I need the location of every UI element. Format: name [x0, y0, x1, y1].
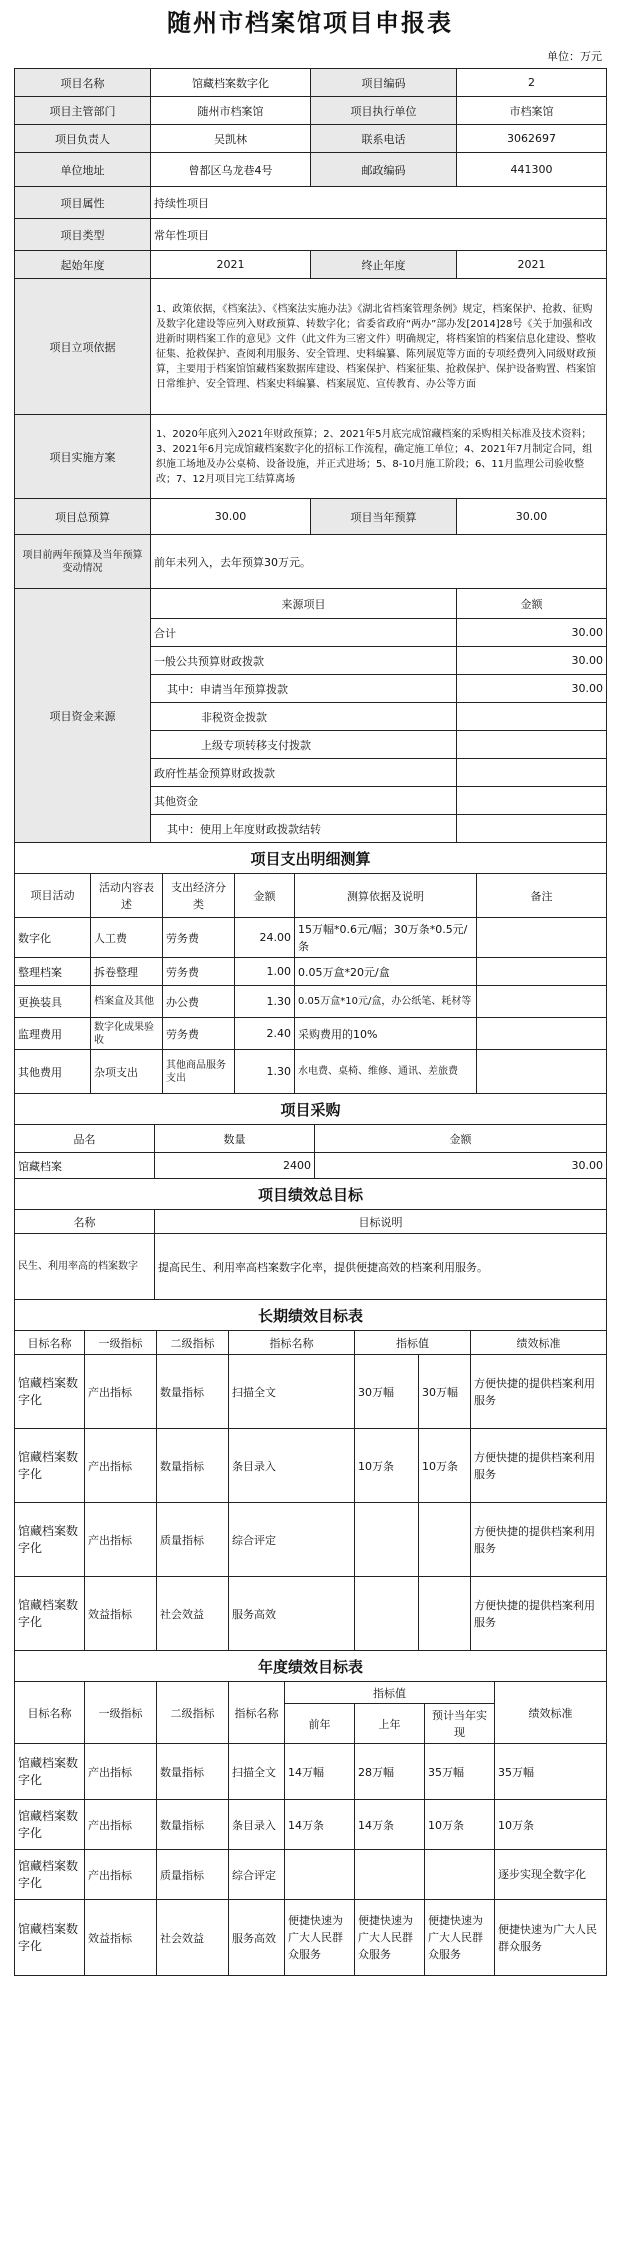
longterm-row [15, 1577, 607, 1651]
annual-header: 一级指标 [85, 1682, 157, 1744]
postcode-value: 441300 [457, 153, 607, 187]
expense-activity: 监理费用 [15, 1018, 91, 1050]
expense-basis: 0.05万盒*10元/盒，办公纸笔、耗材等 [295, 986, 477, 1018]
expense-table [14, 842, 607, 1094]
procurement-header: 金额 [315, 1125, 607, 1153]
annual-row [15, 1800, 607, 1850]
annual-value [285, 1850, 355, 1900]
annual-row [15, 1850, 607, 1900]
page-title: 随州市档案馆项目申报表 [167, 8, 453, 37]
goal-head-name: 名称 [15, 1210, 155, 1234]
annual-standard: 逐步实现全数字化 [495, 1850, 607, 1900]
fund-row-name: 其他资金 [151, 787, 457, 815]
longterm-header: 指标名称 [229, 1331, 355, 1355]
expense-category: 劳务费 [163, 1018, 235, 1050]
expense-basis: 15万幅*0.6元/幅；30万条*0.5元/条 [295, 918, 477, 958]
longterm-header: 绩效标准 [471, 1331, 607, 1355]
report-page [14, 0, 606, 1976]
year-budget-value: 30.00 [457, 499, 607, 535]
expense-row [15, 1050, 607, 1094]
longterm-indicator: 综合评定 [229, 1503, 355, 1577]
expense-header: 金额 [235, 874, 295, 918]
dept-value: 随州市档案馆 [151, 97, 311, 125]
longterm-value [419, 1503, 471, 1577]
type-value: 常年性项目 [151, 219, 607, 251]
longterm-value: 10万条 [419, 1429, 471, 1503]
annual-l1: 产出指标 [85, 1744, 157, 1800]
longterm-name: 馆藏档案数字化 [15, 1355, 85, 1429]
expense-content: 档案盒及其他 [91, 986, 163, 1018]
expense-note [477, 958, 607, 986]
expense-header: 支出经济分类 [163, 874, 235, 918]
annual-l1: 产出指标 [85, 1800, 157, 1850]
annual-name: 馆藏档案数字化 [15, 1800, 85, 1850]
annual-l2: 社会效益 [157, 1900, 229, 1976]
fund-head-amount: 金额 [457, 589, 607, 619]
annual-value: 14万条 [355, 1800, 425, 1850]
annual-header: 二级指标 [157, 1682, 229, 1744]
start-year-label: 起始年度 [15, 251, 151, 279]
longterm-row [15, 1503, 607, 1577]
fund-row-amount [457, 703, 607, 731]
longterm-name: 馆藏档案数字化 [15, 1577, 85, 1651]
fund-row-name: 其中：申请当年预算拨款 [151, 675, 457, 703]
longterm-value [419, 1577, 471, 1651]
expense-activity: 数字化 [15, 918, 91, 958]
annual-standard: 10万条 [495, 1800, 607, 1850]
goal-name: 民生、利用率高的档案数字 [15, 1234, 155, 1300]
longterm-l1: 产出指标 [85, 1503, 157, 1577]
plan-label: 项目实施方案 [15, 415, 151, 499]
dept-label: 项目主管部门 [15, 97, 151, 125]
attribute-label: 项目属性 [15, 187, 151, 219]
expense-content: 数字化成果验收 [91, 1018, 163, 1050]
fund-row-amount: 30.00 [457, 647, 607, 675]
fund-source-table [14, 588, 607, 843]
longterm-l1: 产出指标 [85, 1355, 157, 1429]
longterm-value: 30万幅 [419, 1355, 471, 1429]
annual-value: 14万条 [285, 1800, 355, 1850]
longterm-value: 10万条 [355, 1429, 419, 1503]
expense-activity: 整理档案 [15, 958, 91, 986]
annual-value: 35万幅 [425, 1744, 495, 1800]
goal-desc: 提高民生、利用率高档案数字化率，提供便捷高效的档案利用服务。 [155, 1234, 607, 1300]
expense-amount: 1.30 [235, 986, 295, 1018]
attribute-value: 持续性项目 [151, 187, 607, 219]
longterm-l2: 社会效益 [157, 1577, 229, 1651]
exec-unit-label: 项目执行单位 [311, 97, 457, 125]
overall-goal-table [14, 1178, 607, 1300]
prev-budget-label: 项目前两年预算及当年预算变动情况 [15, 535, 151, 589]
fund-row-name: 合计 [151, 619, 457, 647]
phone-label: 联系电话 [311, 125, 457, 153]
leader-value: 吴凯林 [151, 125, 311, 153]
annual-value: 10万条 [425, 1800, 495, 1850]
postcode-label: 邮政编码 [311, 153, 457, 187]
phone-value: 3062697 [457, 125, 607, 153]
expense-activity: 其他费用 [15, 1050, 91, 1094]
expense-content: 杂项支出 [91, 1050, 163, 1094]
year-budget-label: 项目当年预算 [311, 499, 457, 535]
fund-row-amount [457, 731, 607, 759]
prev-budget-value: 前年未列入，去年预算30万元。 [151, 535, 607, 589]
longterm-l2: 数量指标 [157, 1355, 229, 1429]
procurement-item: 馆藏档案 [15, 1153, 155, 1179]
annual-indicator: 综合评定 [229, 1850, 285, 1900]
longterm-standard: 方便快捷的提供档案利用服务 [471, 1355, 607, 1429]
expense-note [477, 1050, 607, 1094]
annual-subheader: 上年 [355, 1704, 425, 1744]
annual-l2: 数量指标 [157, 1744, 229, 1800]
annual-name: 馆藏档案数字化 [15, 1744, 85, 1800]
address-label: 单位地址 [15, 153, 151, 187]
expense-content: 拆卷整理 [91, 958, 163, 986]
expense-category: 劳务费 [163, 918, 235, 958]
annual-value: 便捷快速为广大人民群众服务 [425, 1900, 495, 1976]
plan-value: 1、2020年底列入2021年财政预算；2、2021年5月底完成馆藏档案的采购相关标准及技术资料；3、2021年6月完成馆藏档案数字化的招标工作流程，确定施工单位；4、2021年7月制定合同，组织施工场地及办公桌椅、设备设施，并正式进场；5、8-10月施工阶段；6、11月监理公司验收整改；7、12月项目完工结算离场 [151, 415, 607, 499]
annual-name: 馆藏档案数字化 [15, 1900, 85, 1976]
expense-basis: 0.05万盒*20元/盒 [295, 958, 477, 986]
fund-row-name: 政府性基金预算财政拨款 [151, 759, 457, 787]
annual-value: 便捷快速为广大人民群众服务 [355, 1900, 425, 1976]
longterm-standard: 方便快捷的提供档案利用服务 [471, 1577, 607, 1651]
annual-value: 便捷快速为广大人民群众服务 [285, 1900, 355, 1976]
expense-title: 项目支出明细测算 [15, 843, 607, 874]
total-budget-label: 项目总预算 [15, 499, 151, 535]
annual-header: 目标名称 [15, 1682, 85, 1744]
fund-row-amount [457, 787, 607, 815]
annual-standard: 便捷快速为广大人民群众服务 [495, 1900, 607, 1976]
fund-row-name: 上级专项转移支付拨款 [151, 731, 457, 759]
fund-row-name: 非税资金拨款 [151, 703, 457, 731]
expense-note [477, 986, 607, 1018]
annual-l1: 效益指标 [85, 1900, 157, 1976]
longterm-value [355, 1503, 419, 1577]
annual-title: 年度绩效目标表 [15, 1651, 607, 1682]
expense-category: 办公费 [163, 986, 235, 1018]
annual-standard: 35万幅 [495, 1744, 607, 1800]
annual-row [15, 1744, 607, 1800]
expense-amount: 24.00 [235, 918, 295, 958]
expense-row [15, 1018, 607, 1050]
fund-row-amount [457, 815, 607, 843]
expense-category: 劳务费 [163, 958, 235, 986]
longterm-name: 馆藏档案数字化 [15, 1429, 85, 1503]
longterm-value [355, 1577, 419, 1651]
annual-subheader: 预计当年实现 [425, 1704, 495, 1744]
annual-value: 28万幅 [355, 1744, 425, 1800]
annual-indicator: 服务高效 [229, 1900, 285, 1976]
longterm-row [15, 1429, 607, 1503]
fund-head-source: 来源项目 [151, 589, 457, 619]
annual-name: 馆藏档案数字化 [15, 1850, 85, 1900]
fund-row-name: 一般公共预算财政拨款 [151, 647, 457, 675]
fund-row-name: 其中：使用上年度财政拨款结转 [151, 815, 457, 843]
longterm-header: 二级指标 [157, 1331, 229, 1355]
annual-header: 指标值 [285, 1682, 495, 1704]
expense-category: 其他商品服务支出 [163, 1050, 235, 1094]
expense-row [15, 958, 607, 986]
exec-unit-value: 市档案馆 [457, 97, 607, 125]
longterm-standard: 方便快捷的提供档案利用服务 [471, 1503, 607, 1577]
annual-header: 指标名称 [229, 1682, 285, 1744]
leader-label: 项目负责人 [15, 125, 151, 153]
longterm-title: 长期绩效目标表 [15, 1300, 607, 1331]
procurement-row [15, 1153, 607, 1179]
annual-row [15, 1900, 607, 1976]
expense-basis: 水电费、桌椅、维修、通讯、差旅费 [295, 1050, 477, 1094]
annual-goal-table [14, 1650, 607, 1976]
project-name-value: 馆藏档案数字化 [151, 69, 311, 97]
end-year-value: 2021 [457, 251, 607, 279]
expense-amount: 1.30 [235, 1050, 295, 1094]
expense-note [477, 918, 607, 958]
procurement-header: 品名 [15, 1125, 155, 1153]
goal-head-desc: 目标说明 [155, 1210, 607, 1234]
expense-amount: 1.00 [235, 958, 295, 986]
annual-indicator: 条目录入 [229, 1800, 285, 1850]
fund-row-amount: 30.00 [457, 619, 607, 647]
longterm-header: 目标名称 [15, 1331, 85, 1355]
longterm-goal-table [14, 1299, 607, 1651]
basis-value: 1、政策依据，《档案法》、《档案法实施办法》《湖北省档案管理条例》规定，档案保护、抢救、征购及数字化建设等应列入财政预算、转数字化；省委省政府“两办”部办发[2014]28号《关于加强和改进新时期档案工作的意见》文件（此文件为三密文件）明确规定，将档案馆的档案信息化建设、整收征集、抢救保护、查阅利用服务、安全管理、史料编纂、陈列展览等方面的专项经费列入同级财政预算，主要用于档案馆馆藏档案数据库建设、档案保护、档案征集、抢救保护、保护设备购置、档案馆日常维护、安全管理、档案史料编纂、档案展览、宣传教育、办公等方面 [151, 279, 607, 415]
expense-row [15, 986, 607, 1018]
longterm-l2: 数量指标 [157, 1429, 229, 1503]
procurement-header: 数量 [155, 1125, 315, 1153]
longterm-name: 馆藏档案数字化 [15, 1503, 85, 1577]
procurement-title: 项目采购 [15, 1094, 607, 1125]
longterm-header: 指标值 [355, 1331, 471, 1355]
longterm-value: 30万幅 [355, 1355, 419, 1429]
expense-content: 人工费 [91, 918, 163, 958]
annual-l2: 质量指标 [157, 1850, 229, 1900]
address-value: 曾都区乌龙巷4号 [151, 153, 311, 187]
fund-source-label: 项目资金来源 [15, 589, 151, 843]
expense-header: 项目活动 [15, 874, 91, 918]
project-code-value: 2 [457, 69, 607, 97]
annual-header: 绩效标准 [495, 1682, 607, 1744]
total-budget-value: 30.00 [151, 499, 311, 535]
annual-subheader: 前年 [285, 1704, 355, 1744]
procurement-qty: 2400 [155, 1153, 315, 1179]
longterm-standard: 方便快捷的提供档案利用服务 [471, 1429, 607, 1503]
unit-label: 单位：万元 [547, 50, 602, 63]
annual-value [425, 1850, 495, 1900]
expense-header: 活动内容表述 [91, 874, 163, 918]
procurement-table [14, 1093, 607, 1179]
end-year-label: 终止年度 [311, 251, 457, 279]
project-code-label: 项目编码 [311, 69, 457, 97]
expense-header: 备注 [477, 874, 607, 918]
annual-l2: 数量指标 [157, 1800, 229, 1850]
annual-l1: 产出指标 [85, 1850, 157, 1900]
basis-label: 项目立项依据 [15, 279, 151, 415]
longterm-l2: 质量指标 [157, 1503, 229, 1577]
type-label: 项目类型 [15, 219, 151, 251]
expense-amount: 2.40 [235, 1018, 295, 1050]
start-year-value: 2021 [151, 251, 311, 279]
annual-value: 14万幅 [285, 1744, 355, 1800]
fund-row-amount [457, 759, 607, 787]
expense-header: 测算依据及说明 [295, 874, 477, 918]
annual-value [355, 1850, 425, 1900]
expense-basis: 采购费用的10% [295, 1018, 477, 1050]
procurement-amount: 30.00 [315, 1153, 607, 1179]
longterm-row [15, 1355, 607, 1429]
longterm-indicator: 条目录入 [229, 1429, 355, 1503]
longterm-l1: 效益指标 [85, 1577, 157, 1651]
longterm-l1: 产出指标 [85, 1429, 157, 1503]
expense-activity: 更换装具 [15, 986, 91, 1018]
longterm-indicator: 服务高效 [229, 1577, 355, 1651]
fund-row-amount: 30.00 [457, 675, 607, 703]
expense-note [477, 1018, 607, 1050]
annual-indicator: 扫描全文 [229, 1744, 285, 1800]
longterm-indicator: 扫描全文 [229, 1355, 355, 1429]
longterm-header: 一级指标 [85, 1331, 157, 1355]
overall-goal-title: 项目绩效总目标 [15, 1179, 607, 1210]
expense-row [15, 918, 607, 958]
project-name-label: 项目名称 [15, 69, 151, 97]
basic-info-table [14, 68, 607, 589]
